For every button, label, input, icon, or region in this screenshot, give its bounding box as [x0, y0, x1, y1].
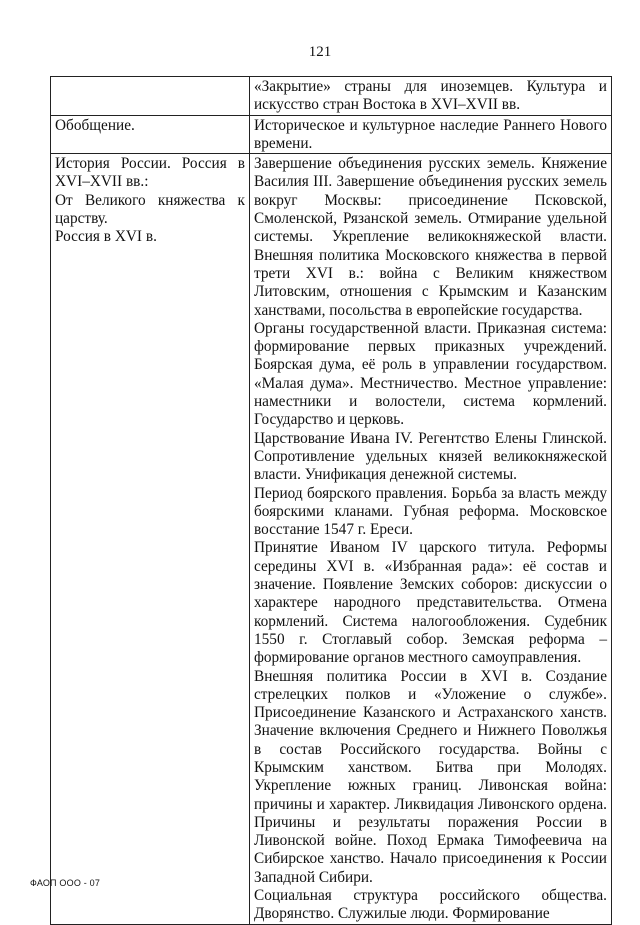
content-paragraph: «Закрытие» страны для иноземцев. Культура и искусство стран Востока в XVI–XVII вв.	[254, 78, 607, 114]
table-row	[51, 115, 612, 154]
footer-code: ФАОП ООО - 07	[30, 878, 101, 888]
topic-cell	[51, 77, 250, 116]
content-paragraph: Внешняя политика России в XVI в. Создание стрелецких полков и «Уложение о службе». Присоединение Казанского и Астраханского ханств. Значение включения Среднего и Нижнего Поволжья в состав Российского государства. Войны с Крымским ханством. Битва при Молодях. Укрепление южных границ. Ливонская война: причины и характер. Ликвидация Ливонского ордена. Причины и результаты поражения России в Ливонской войне. Поход Ермака Тимофеевича на Сибирское ханство. Начало присоединения к России Западной Сибири.	[254, 667, 607, 886]
topic-cell	[51, 115, 250, 154]
topic-line: Обобщение.	[55, 116, 135, 134]
table-row	[51, 77, 612, 116]
content-paragraph: Историческое и культурное наследие Раннего Нового времени.	[254, 116, 607, 152]
topic-line: От Великого княжества к царству.	[55, 191, 245, 228]
content-cell	[250, 154, 612, 924]
topic-line: История России. Россия в XVI–XVII вв.:	[55, 155, 245, 191]
content-cell	[250, 77, 612, 116]
topic-cell	[51, 154, 250, 924]
content-paragraph: Царствование Ивана IV. Регентство Елены Глинской. Сопротивление удельных князей великокняжеской власти. Унификация денежной системы.	[254, 429, 607, 484]
content-paragraph: Завершение объединения русских земель. Княжение Василия III. Завершение объединения русских земель вокруг Москвы: присоединение Псковской, Смоленской, Рязанской земель. Отмирание удельной системы. Укрепление великокняжеской власти. Внешняя политика Московского княжества в первой трети XVI в.: война с Великим княжеством Литовским, отношения с Крымским и Казанским ханствами, посольства в европейские государства.	[254, 155, 607, 319]
content-paragraph: Органы государственной власти. Приказная система: формирование первых приказных учреждений. Боярская дума, её роль в управлении государством. «Малая дума». Местничество. Местное управление: наместники и волостели, система кормлений. Государство и церковь.	[254, 319, 607, 429]
table-row	[51, 154, 612, 924]
content-cell	[250, 115, 612, 154]
content-paragraph: Период боярского правления. Борьба за власть между боярскими кланами. Губная реформа. Московское восстание 1547 г. Ереси.	[254, 484, 607, 539]
curriculum-table	[50, 76, 612, 925]
content-paragraph: Социальная структура российского общества. Дворянство. Служилые люди. Формирование	[254, 887, 607, 923]
topic-line: Россия в XVI в.	[55, 228, 157, 246]
page-number: 121	[308, 44, 332, 60]
content-paragraph: Принятие Иваном IV царского титула. Реформы середины XVI в. «Избранная рада»: её состав и значение. Появление Земских соборов: дискуссии о характере народного представительства. Отмена кормлений. Система налогообложения. Судебник 1550 г. Стоглавый собор. Земская реформа – формирование органов местного самоуправления.	[254, 539, 607, 667]
